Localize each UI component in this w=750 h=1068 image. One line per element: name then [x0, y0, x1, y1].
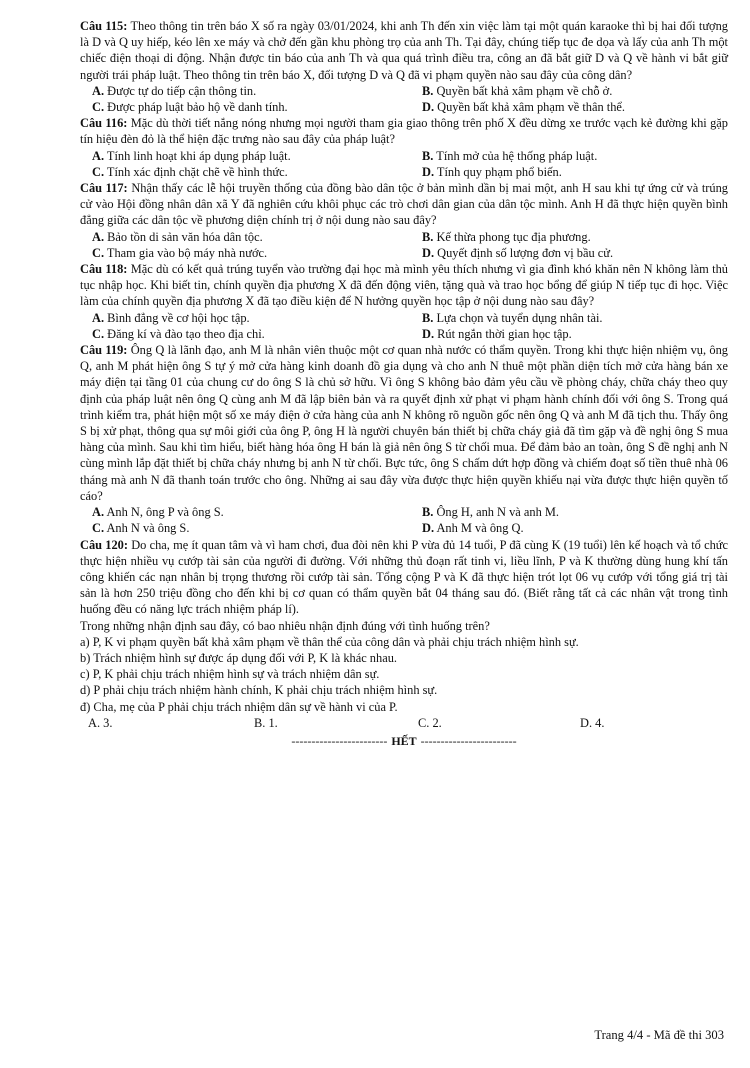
- option-key: D.: [422, 164, 435, 179]
- option-key: A.: [92, 83, 105, 98]
- option-c[interactable]: [80, 245, 410, 261]
- option-b[interactable]: [254, 715, 418, 731]
- option-text: Anh M và ông Q.: [436, 521, 524, 536]
- question-text: [80, 180, 728, 229]
- statement-c: c) P, K phải chịu trách nhiệm hình sự và trách nhiệm dân sự.: [80, 667, 380, 682]
- option-b[interactable]: [410, 83, 728, 99]
- option-text: 2.: [432, 715, 442, 730]
- option-key: C.: [418, 715, 430, 730]
- option-text: Được tự do tiếp cận thông tin.: [107, 83, 257, 98]
- question-body: Mặc dù thời tiết nắng nóng nhưng mọi người tham gia giao thông trên phố X đều dừng xe trước vạch kẻ đường khi gặp tín hiệu đèn đỏ là thể hiện đặc trưng nào sau đây của pháp luật?: [80, 116, 728, 147]
- option-text: Anh N và ông S.: [106, 521, 190, 536]
- option-a[interactable]: [80, 148, 410, 164]
- option-text: 3.: [103, 715, 113, 730]
- question-118: [80, 261, 728, 342]
- option-text: Quyền bất khả xâm phạm về thân thể.: [437, 100, 626, 115]
- question-label: Câu 118:: [80, 262, 128, 277]
- option-text: Quyền bất khả xâm phạm về chỗ ở.: [436, 83, 613, 98]
- question-119: [80, 342, 728, 536]
- end-dashes-left: ------------------------: [291, 733, 388, 748]
- option-key: A.: [88, 715, 101, 730]
- question-label: Câu 115:: [80, 19, 128, 33]
- question-body: Ông Q là lãnh đạo, anh M là nhân viên thuộc một cơ quan nhà nước có thẩm quyền. Trong khi thực hiện nhiệm vụ, ông Q, anh M phát hiện ông S tự ý mở cửa hàng kinh doanh đồ gia dụng và cho anh N thuê một phần diện tích mở cửa hàng bán xe máy điện tại tầng 01 của chung cư do ông S là chủ sở hữu. Vì ông S không bảo đảm yêu cầu về phòng cháy, chữa cháy theo quy định của pháp luật nên ông Q cùng anh M đã lập biên bản và ra quyết định xử phạt vi phạm hành chính đối với ông S. Trong quá trình kiểm tra, phát hiện một số xe máy điện ở cửa hàng của anh N không rõ nguồn gốc nên ông Q và anh M đã tịch thu. Thấy ông S bị xử phạt, thông qua sự môi giới của ông P, ông H là người chuyên bán thiết bị chữa cháy giả đã tìm gặp và đề nghị ông S mua hàng của mình. Sau khi tìm hiểu, biết hàng hóa ông H bán là giả nên ông S từ chối mua. Để đảm bảo an toàn, ông S đề nghị anh N cùng mình lắp đặt thiết bị chữa cháy nhưng bị anh N từ chối. Bực tức, ông S chấm dứt hợp đồng và chiếm đoạt số tiền thuê nhà 06 tháng mà anh N đã thanh toán trước cho ông. Những ai sau đây vừa được thực hiện quyền khiếu nại vừa được thực hiện quyền tố cáo?: [80, 343, 728, 503]
- question-text: [80, 115, 728, 147]
- option-d[interactable]: [580, 715, 736, 731]
- option-text: Ông H, anh N và anh M.: [436, 505, 559, 520]
- option-b[interactable]: [410, 229, 728, 245]
- statement-dd: đ) Cha, mẹ của P phải chịu trách nhiệm dân sự về hành vi của P.: [80, 699, 398, 714]
- end-mark: [80, 733, 728, 749]
- options: [80, 83, 728, 115]
- option-d[interactable]: [410, 520, 728, 536]
- option-text: Tính quy phạm phổ biến.: [436, 164, 562, 179]
- question-label: Câu 117:: [80, 181, 128, 196]
- question-body: Nhận thấy các lễ hội truyền thống của đồng bào dân tộc ở bản mình dần bị mai một, anh H sau khi tự ứng cử và trúng cử vào Hội đồng nhân dân xã Y đã nghiên cứu khôi phục các trò chơi dân gian của dân tộc mình. Anh H đã thực hiện quyền bình đẳng giữa các dân tộc về phương diện chính trị ở nội dung nào sau đây?: [80, 181, 728, 228]
- option-key: A.: [92, 310, 105, 325]
- option-key: B.: [254, 715, 266, 730]
- option-c[interactable]: [418, 715, 580, 731]
- options: [80, 310, 728, 342]
- option-c[interactable]: [80, 326, 410, 342]
- option-d[interactable]: [410, 164, 728, 180]
- option-d[interactable]: [410, 99, 728, 115]
- option-text: Rút ngắn thời gian học tập.: [437, 326, 572, 341]
- option-a[interactable]: [88, 715, 254, 731]
- option-a[interactable]: [80, 310, 410, 326]
- question-116: [80, 115, 728, 180]
- option-b[interactable]: [410, 148, 728, 164]
- option-text: Lựa chọn và tuyển dụng nhân tài.: [436, 310, 603, 325]
- option-d[interactable]: [410, 245, 728, 261]
- question-body: Theo thông tin trên báo X số ra ngày 03/01/2024, khi anh Th đến xin việc làm tại một quán karaoke thì bị hai đối tượng là D và Q uy hiếp, kéo lên xe máy và chở đến gần khu phòng trọ của anh Th. Tại đây, chúng tiếp tục đe dọa và lấy của anh Th một chiếc điện thoại di động. Nhận được tin báo của anh Th và qua quá trình điều tra, công an đã bắt giữ D và Q về hành vi bắt giữ người trái pháp luật. Theo thông tin trên báo X, đối tượng D và Q đã vi phạm quyền nào sau đây của công dân?: [80, 19, 729, 82]
- question-text: [80, 261, 728, 310]
- option-c[interactable]: [80, 99, 410, 115]
- option-key: B.: [422, 310, 434, 325]
- exam-page: [80, 18, 728, 749]
- statement-d: d) P phải chịu trách nhiệm hành chính, K phải chịu trách nhiệm hình sự.: [80, 683, 438, 698]
- question-text: [80, 342, 728, 504]
- option-text: Tham gia vào bộ máy nhà nước.: [106, 245, 268, 260]
- option-key: B.: [422, 148, 434, 163]
- option-a[interactable]: [80, 504, 410, 520]
- question-115: [80, 18, 728, 115]
- option-text: 4.: [595, 715, 605, 730]
- option-key: C.: [92, 326, 105, 341]
- option-text: Kế thừa phong tục địa phương.: [436, 229, 591, 244]
- option-text: 1.: [268, 715, 278, 730]
- options: [80, 148, 728, 180]
- option-key: B.: [422, 229, 434, 244]
- option-text: Tính linh hoạt khi áp dụng pháp luật.: [106, 148, 291, 163]
- question-label: Câu 119:: [80, 343, 128, 358]
- option-text: Đăng kí và đào tạo theo địa chỉ.: [107, 326, 265, 341]
- statement-b: b) Trách nhiệm hình sự được áp dụng đối với P, K là khác nhau.: [80, 650, 397, 665]
- option-d[interactable]: [410, 326, 728, 342]
- option-text: Bình đẳng về cơ hội học tập.: [107, 310, 250, 325]
- end-dashes-right: ------------------------: [420, 733, 517, 748]
- question-label: Câu 116:: [80, 116, 128, 131]
- question-body: Do cha, mẹ ít quan tâm và vì ham chơi, đua đòi nên khi P vừa đủ 14 tuổi, P đã cùng K (19 tuổi) lên kế hoạch và tổ chức thực hiện nhiều vụ cướp tài sản của người đi đường. Với những thủ đoạn rất tinh vi, liều lĩnh, P và K thường dùng hung khí tấn công khiến các nạn nhân bị trọng thương rồi cướp tài sản. Tổng cộng P và K đã thực hiện trót lọt 06 vụ cướp với tổng giá trị tài sản là hơn 250 triệu đồng cho đến khi bị cơ quan có thẩm quyền bắt 04 tháng sau đó. (Biết rằng tất cả các nhân vật trong tình huống đều có năng lực trách nhiệm pháp lí).: [80, 537, 728, 617]
- statement-a: a) P, K vi phạm quyền bất khả xâm phạm về thân thể của công dân và phải chịu trách nhiệm hình sự.: [80, 634, 579, 649]
- option-key: C.: [92, 100, 105, 115]
- end-label: HẾT: [391, 733, 417, 748]
- question-label: Câu 120:: [80, 537, 128, 552]
- option-key: D.: [422, 521, 435, 536]
- option-key: B.: [422, 83, 434, 98]
- question-117: [80, 180, 728, 261]
- question-text: [80, 537, 728, 618]
- option-text: Anh N, ông P và ông S.: [106, 505, 224, 520]
- option-text: Quyết định số lượng đơn vị bầu cử.: [437, 245, 614, 260]
- option-a[interactable]: [80, 229, 410, 245]
- option-key: C.: [92, 164, 105, 179]
- options: [80, 504, 728, 536]
- options: [80, 715, 728, 731]
- page-footer: Trang 4/4 - Mã đề thi 303: [594, 1028, 724, 1042]
- option-key: D.: [580, 715, 593, 730]
- question-body: Mặc dù có kết quả trúng tuyển vào trường đại học mà mình yêu thích nhưng vì gia đình khó khăn nên N không làm thủ tục nhập học. Khi biết tin, chính quyền địa phương X đã đến động viên, tặng quà và trao học bổng để giúp N tiếp tục đi học. Việc làm của chính quyền địa phương X đã tạo điều kiện để N hưởng quyền học tập ở nội dung nào sau đây?: [80, 262, 728, 309]
- option-b[interactable]: [410, 310, 728, 326]
- option-key: C.: [92, 245, 105, 260]
- option-b[interactable]: [410, 504, 728, 520]
- option-text: Được pháp luật bảo hộ về danh tính.: [107, 100, 288, 115]
- option-c[interactable]: [80, 520, 410, 536]
- option-text: Bảo tồn di sản văn hóa dân tộc.: [107, 229, 263, 244]
- option-key: A.: [92, 229, 105, 244]
- options: [80, 229, 728, 261]
- option-c[interactable]: [80, 164, 410, 180]
- option-key: C.: [92, 521, 105, 536]
- question-text: [80, 18, 728, 83]
- question-120: [80, 537, 728, 731]
- option-key: A.: [92, 148, 105, 163]
- option-key: A.: [92, 505, 105, 520]
- option-key: D.: [422, 100, 435, 115]
- option-text: Tính mở của hệ thống pháp luật.: [436, 148, 598, 163]
- option-key: D.: [422, 245, 435, 260]
- question-prompt: Trong những nhận định sau đây, có bao nhiêu nhận định đúng với tình huống trên?: [80, 618, 490, 633]
- option-a[interactable]: [80, 83, 410, 99]
- option-text: Tính xác định chặt chẽ về hình thức.: [106, 164, 288, 179]
- option-key: D.: [422, 326, 435, 341]
- option-key: B.: [422, 505, 434, 520]
